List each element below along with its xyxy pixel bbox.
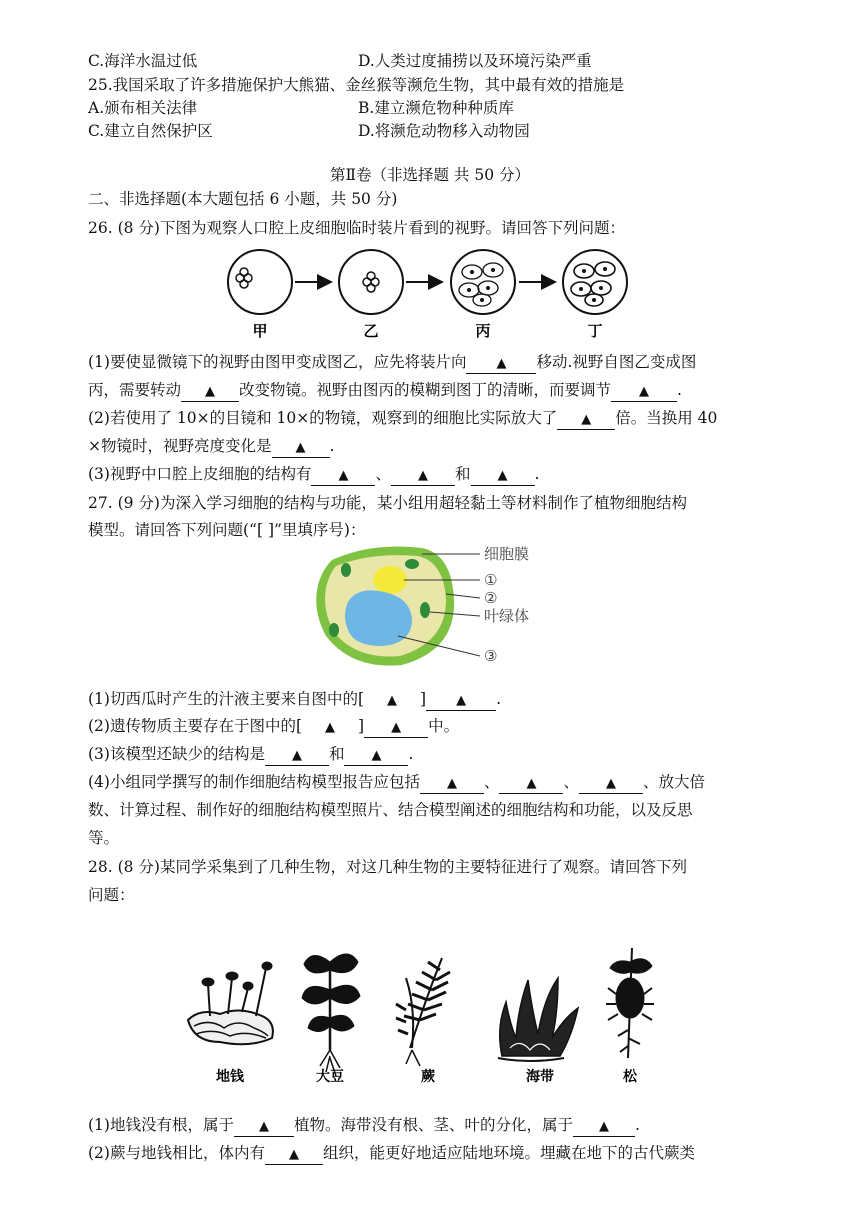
q28-line1: (1)地钱没有根，属于 ▲ 植物。海带没有根、茎、叶的分化，属于 ▲ . bbox=[88, 1114, 640, 1137]
chloroplast-1 bbox=[405, 559, 419, 569]
chloroplast-2 bbox=[420, 602, 430, 618]
answer-blank[interactable]: ▲ bbox=[573, 1116, 635, 1137]
q24-option-c: C.海洋水温过低 bbox=[88, 52, 198, 70]
plant-soybean bbox=[302, 954, 360, 1076]
q27-stem-a: 27. (9 分)为深入学习细胞的结构与功能，某小组用超轻黏土等材料制作了植物细胞结构 bbox=[88, 494, 687, 512]
label-1: ① bbox=[484, 571, 498, 589]
q27-line3: (3)该模型还缺少的结构是 ▲ 和 ▲ . bbox=[88, 743, 413, 766]
q28-stem-b: 问题： bbox=[88, 886, 135, 904]
answer-blank[interactable]: ▲ bbox=[557, 409, 615, 430]
plant-kelp bbox=[498, 978, 578, 1061]
q26-line3: (2)若使用了 10×的目镜和 10×的物镜，观察到的细胞比实际放大了 ▲ 倍。当换用 40 bbox=[88, 407, 717, 430]
q25-option-b: B.建立濒危物种种质库 bbox=[358, 99, 514, 117]
q24-option-d: D.人类过度捕捞以及环境污染严重 bbox=[358, 52, 592, 70]
q26-figure bbox=[225, 244, 645, 354]
q26-line5: (3)视野中口腔上皮细胞的结构有 ▲ 、 ▲ 和 ▲ . bbox=[88, 463, 539, 486]
answer-blank[interactable]: ▲ bbox=[420, 773, 484, 794]
section2-heading: 二、非选择题(本大题包括 6 小题，共 50 分) bbox=[88, 190, 398, 208]
q27-cell-model bbox=[312, 540, 562, 670]
answer-blank[interactable]: ▲ bbox=[181, 381, 239, 402]
answer-blank[interactable]: ▲ bbox=[272, 437, 330, 458]
q28-stem-a: 28. (8 分)某同学采集到了几种生物，对这几种生物的主要特征进行了观察。请回答下列 bbox=[88, 858, 687, 876]
answer-blank[interactable]: ▲ bbox=[265, 1144, 323, 1165]
answer-blank[interactable]: ▲ bbox=[426, 690, 496, 711]
answer-blank[interactable]: ▲ bbox=[344, 745, 408, 766]
q27-line2: (2)遗传物质主要存在于图中的[ ▲ ] ▲ 中。 bbox=[88, 715, 459, 739]
label-chloroplast: 叶绿体 bbox=[484, 607, 530, 625]
q26-line4: ×物镜时，视野亮度变化是 ▲ . bbox=[88, 435, 334, 458]
answer-blank[interactable]: ▲ bbox=[466, 353, 536, 374]
label-jia: 甲 bbox=[252, 322, 268, 340]
field-bing bbox=[451, 250, 515, 314]
q26-stem: 26. (8 分)下图为观察人口腔上皮细胞临时装片看到的视野。请回答下列问题： bbox=[88, 219, 625, 237]
answer-blank[interactable]: ▲ bbox=[311, 465, 375, 486]
label-pine: 松 bbox=[623, 1069, 637, 1085]
field-jia bbox=[228, 250, 292, 314]
nucleus bbox=[373, 566, 407, 594]
label-kelp: 海带 bbox=[526, 1069, 554, 1085]
answer-blank[interactable]: ▲ bbox=[579, 773, 643, 794]
plant-pine bbox=[606, 948, 654, 1058]
answer-blank[interactable]: ▲ bbox=[234, 1116, 294, 1137]
label-3: ③ bbox=[484, 647, 498, 665]
q25-option-c: C.建立自然保护区 bbox=[88, 122, 213, 140]
label-bing: 丙 bbox=[475, 322, 491, 340]
answer-blank[interactable]: ▲ bbox=[499, 773, 563, 794]
label-yi: 乙 bbox=[363, 322, 379, 340]
answer-blank[interactable]: ▲ bbox=[471, 465, 535, 486]
answer-blank[interactable]: ▲ bbox=[364, 717, 428, 738]
field-ding bbox=[563, 250, 627, 314]
label-ding: 丁 bbox=[587, 322, 603, 340]
q27-line4: (4)小组同学撰写的制作细胞结构模型报告应包括 ▲ 、 ▲ 、 ▲ 、放大倍 bbox=[88, 771, 705, 794]
plant-liverwort bbox=[188, 962, 273, 1044]
q28-plants-figure bbox=[180, 938, 680, 1088]
answer-blank[interactable]: ▲ bbox=[265, 745, 329, 766]
part2-title: 第Ⅱ卷（非选择题 共 50 分） bbox=[329, 166, 531, 184]
q28-line2: (2)蕨与地钱相比，体内有 ▲ 组织，能更好地适应陆地环境。埋藏在地下的古代蕨类 bbox=[88, 1142, 695, 1165]
q27-stem-b: 模型。请回答下列问题(“[ ]”里填序号)： bbox=[88, 521, 366, 539]
label-soybean: 大豆 bbox=[316, 1069, 344, 1085]
answer-blank[interactable]: ▲ bbox=[391, 465, 455, 486]
q25-option-d: D.将濒危动物移入动物园 bbox=[358, 122, 530, 140]
plant-fern bbox=[396, 958, 450, 1066]
answer-blank[interactable]: ▲ bbox=[611, 381, 677, 402]
q25-option-a: A.颁布相关法律 bbox=[88, 99, 198, 117]
field-yi bbox=[339, 250, 403, 314]
q27-line6: 等。 bbox=[88, 829, 120, 847]
chloroplast-4 bbox=[329, 623, 339, 637]
label-fern: 蕨 bbox=[421, 1069, 435, 1085]
q26-line2: 丙，需要转动 ▲ 改变物镜。视野由图丙的模糊到图丁的清晰，而要调节 ▲ . bbox=[88, 379, 682, 402]
label-2: ② bbox=[484, 589, 498, 607]
label-cell-membrane: 细胞膜 bbox=[484, 545, 530, 563]
q27-line5: 数、计算过程、制作好的细胞结构模型照片、结合模型阐述的细胞结构和功能，以及反思 bbox=[88, 801, 693, 819]
q25-stem: 25.我国采取了许多措施保护大熊猫、金丝猴等濒危生物，其中最有效的措施是 bbox=[88, 76, 625, 94]
label-liverwort: 地钱 bbox=[216, 1069, 244, 1085]
answer-blank[interactable]: ▲ bbox=[325, 720, 336, 735]
chloroplast-3 bbox=[341, 563, 351, 577]
q27-line1: (1)切西瓜时产生的汁液主要来自图中的[ ▲ ] ▲ . bbox=[88, 688, 501, 712]
answer-blank[interactable]: ▲ bbox=[387, 693, 398, 708]
q26-line1: (1)要使显微镜下的视野由图甲变成图乙，应先将装片向 ▲ 移动.视野自图乙变成图 bbox=[88, 351, 696, 374]
